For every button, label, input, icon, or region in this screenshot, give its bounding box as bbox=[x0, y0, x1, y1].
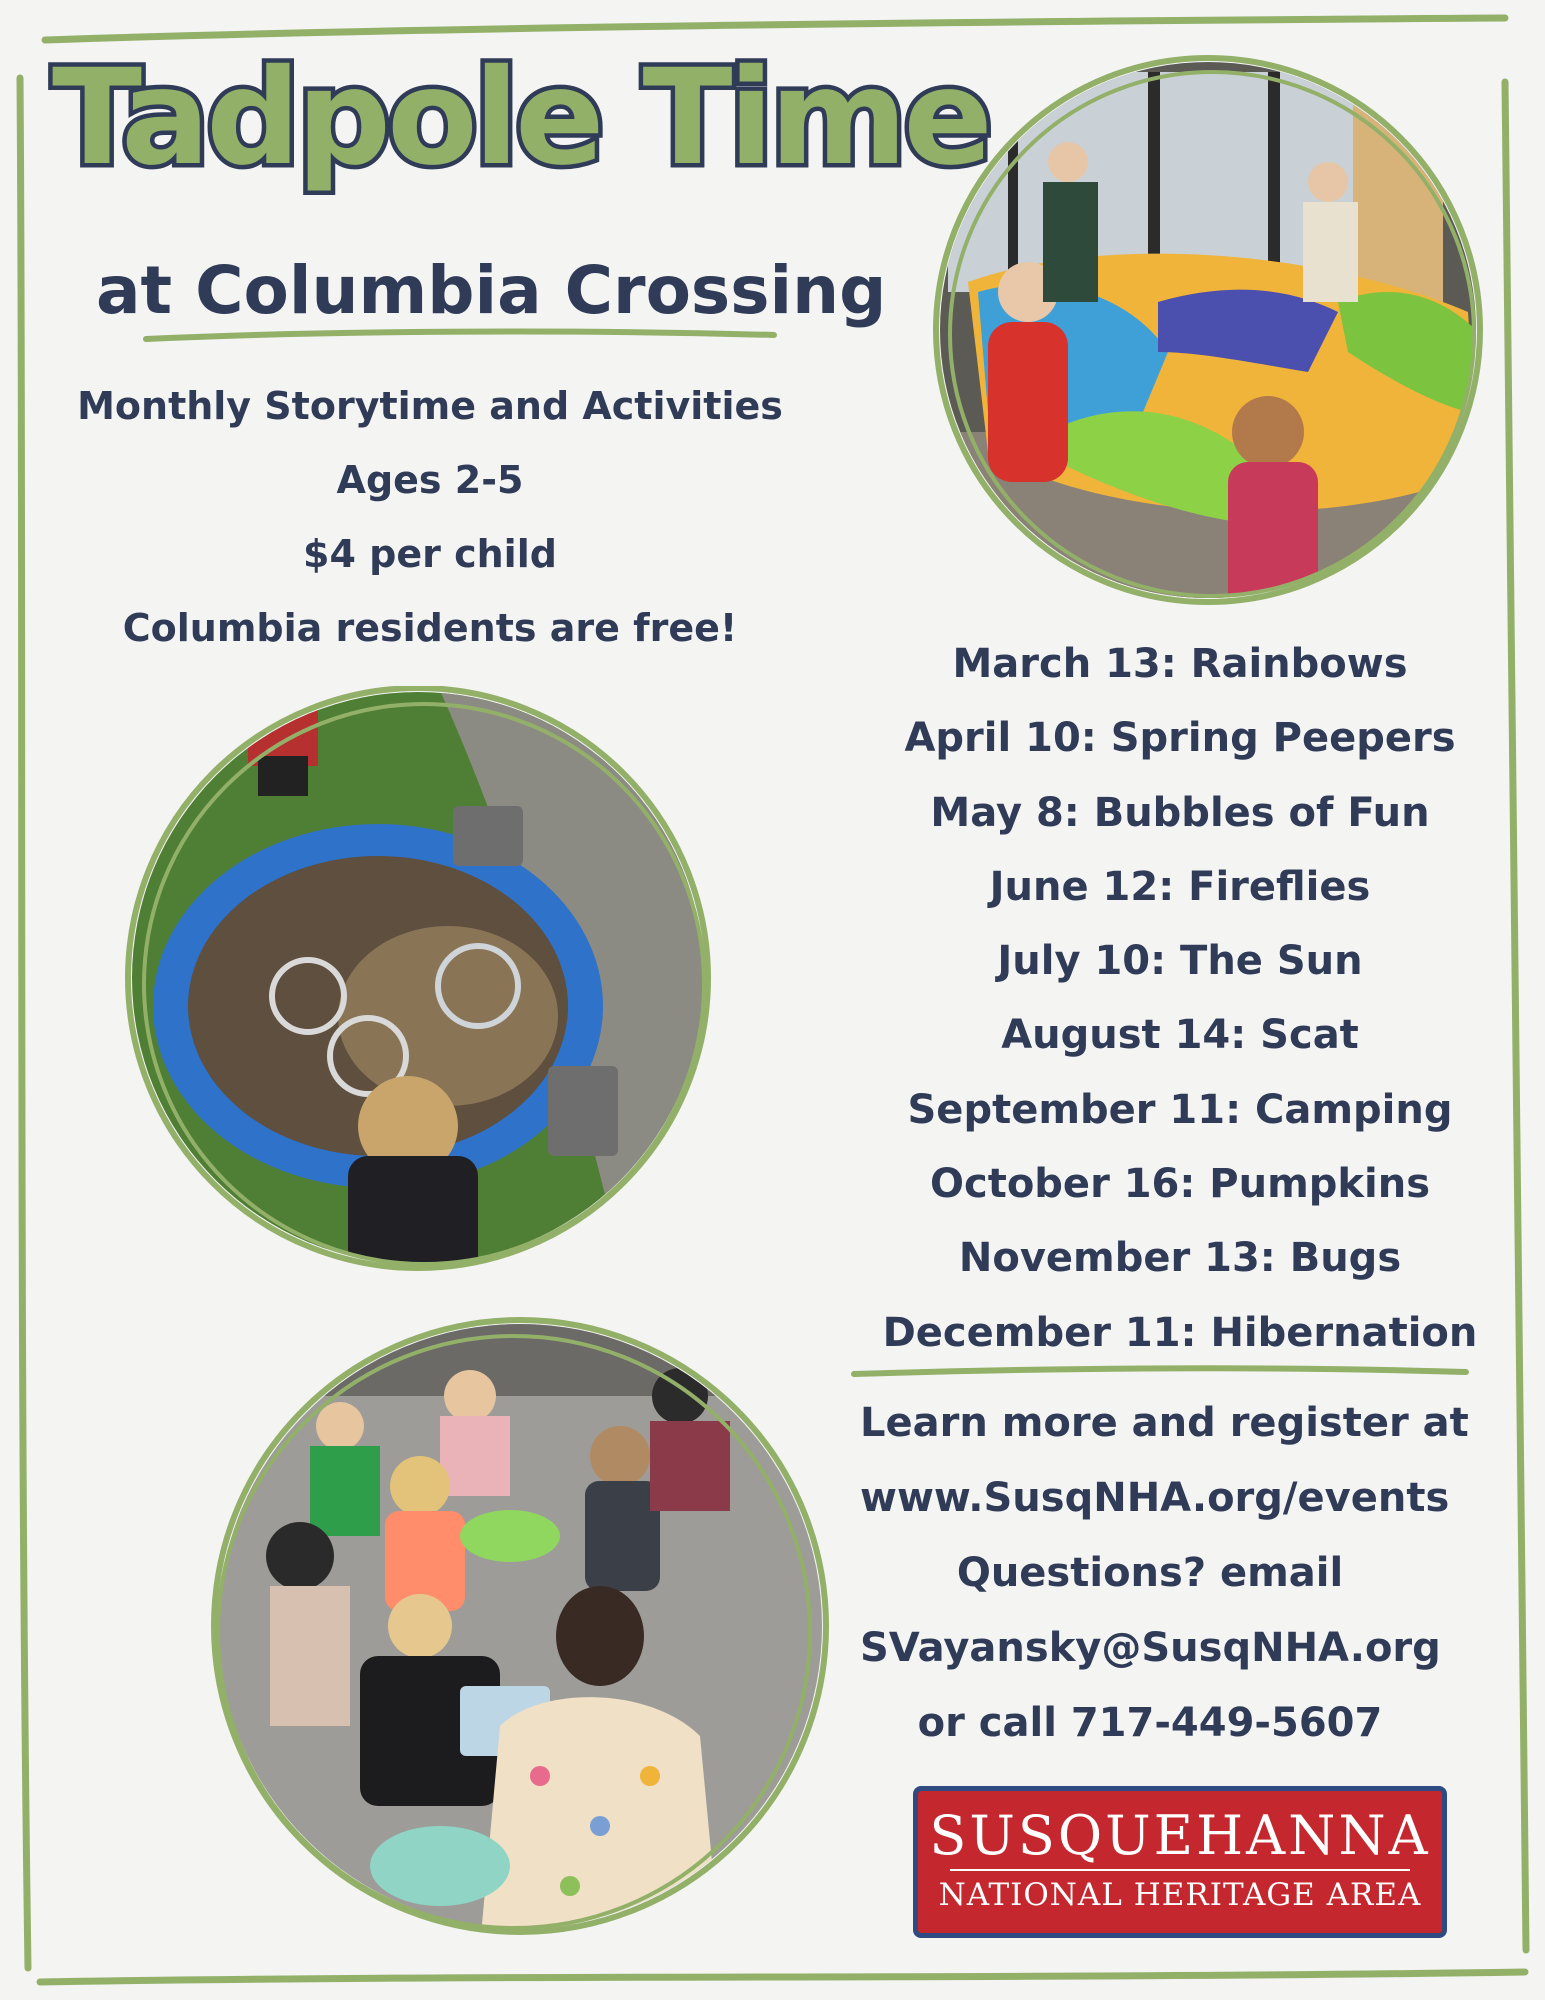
info-line: Columbia residents are free! bbox=[122, 606, 738, 650]
schedule-item: March 13: Rainbows bbox=[952, 641, 1408, 687]
photo-mud-pool bbox=[108, 686, 748, 1286]
schedule-item: November 13: Bugs bbox=[958, 1235, 1402, 1282]
info-line: $4 per child bbox=[303, 532, 557, 576]
register-text: Learn more and register at bbox=[860, 1400, 1469, 1446]
page-subtitle: at Columbia Crossing bbox=[96, 252, 887, 329]
schedule-item: October 16: Pumpkins bbox=[929, 1161, 1431, 1208]
questions-text: Questions? email bbox=[956, 1550, 1344, 1596]
info-line: Ages 2-5 bbox=[336, 458, 524, 502]
schedule-item: June 12: Fireflies bbox=[989, 863, 1371, 910]
schedule-divider bbox=[850, 1362, 1470, 1382]
contact-info bbox=[860, 1392, 1469, 1767]
info-line: Monthly Storytime and Activities bbox=[77, 384, 783, 428]
email-link[interactable]: SVayansky@SusqNHA.org bbox=[860, 1625, 1441, 1671]
events-link[interactable]: www.SusqNHA.org/events bbox=[860, 1475, 1450, 1521]
subtitle-underline bbox=[140, 325, 780, 347]
schedule-item: May 8: Bubbles of Fun bbox=[930, 789, 1430, 836]
schedule-item: September 11: Camping bbox=[907, 1086, 1453, 1133]
photo-parachute-play bbox=[908, 52, 1508, 612]
schedule-item: December 11: Hibernation bbox=[882, 1309, 1478, 1356]
phone-text: or call 717-449-5607 bbox=[917, 1700, 1383, 1746]
event-schedule bbox=[880, 636, 1480, 1379]
logo-top-text: SUSQUEHANNA bbox=[929, 1804, 1431, 1867]
logo-bottom-text: NATIONAL HERITAGE AREA bbox=[938, 1877, 1422, 1913]
schedule-item: July 10: The Sun bbox=[997, 938, 1363, 985]
page-title: Tadpole Time bbox=[52, 41, 989, 195]
event-info bbox=[60, 380, 800, 676]
susquehanna-logo bbox=[913, 1786, 1447, 1938]
schedule-item: August 14: Scat bbox=[1001, 1012, 1359, 1059]
photo-group-activity bbox=[180, 1306, 860, 1946]
schedule-item: April 10: Spring Peepers bbox=[904, 715, 1456, 762]
logo-rule bbox=[950, 1869, 1410, 1871]
